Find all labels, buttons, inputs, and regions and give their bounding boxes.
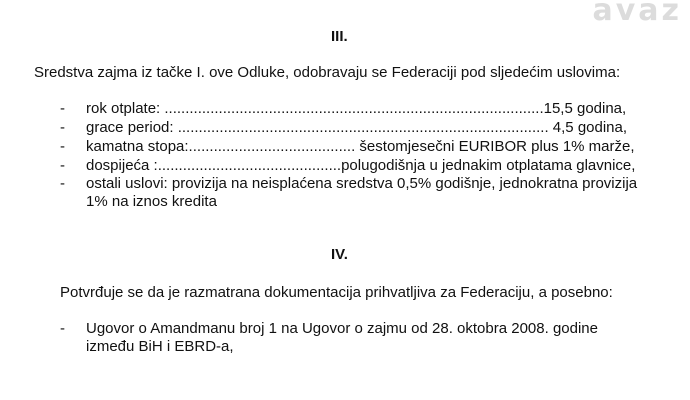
item-ugovor-amandman: Ugovor o Amandmanu broj 1 na Ugovor o zajmu od 28. oktobra 2008. godine bbox=[86, 320, 598, 337]
item-ostali-uslovi: ostali uslovi: provizija na neisplaćena sredstva 0,5% godišnje, jednokratna provizija bbox=[86, 175, 638, 192]
section-iii-heading: III. bbox=[331, 28, 348, 45]
section-iv-intro: Potvrđuje se da je razmatrana dokumentacija prihvatljiva za Federaciju, a posebno: bbox=[60, 284, 613, 301]
list-dash: - bbox=[60, 175, 65, 192]
list-dash: - bbox=[60, 119, 65, 136]
list-dash: - bbox=[60, 100, 65, 117]
item-ostali-uslovi-continued: 1% na iznos kredita bbox=[86, 193, 217, 210]
avaz-watermark: avaz bbox=[592, 0, 682, 28]
section-iv-heading: IV. bbox=[331, 246, 348, 263]
section-iii-intro: Sredstva zajma iz tačke I. ove Odluke, odobravaju se Federaciji pod sljedećim uslovima: bbox=[34, 64, 621, 81]
list-dash: - bbox=[60, 138, 65, 155]
item-dospijeca: dospijeća :............................................polugodišnja u jednakim otplatama glavnice, bbox=[86, 157, 636, 174]
item-kamatna-stopa: kamatna stopa:........................................ šestomjesečni EURIBOR plus 1% marže, bbox=[86, 138, 635, 155]
item-rok-otplate: rok otplate: ...........................................................................................15,5 godina, bbox=[86, 100, 627, 117]
item-ugovor-amandman-continued: između BiH i EBRD-a, bbox=[86, 338, 234, 355]
item-grace-period: grace period: ......................................................................................... 4,5 godina, bbox=[86, 119, 628, 136]
list-dash: - bbox=[60, 320, 65, 337]
list-dash: - bbox=[60, 157, 65, 174]
